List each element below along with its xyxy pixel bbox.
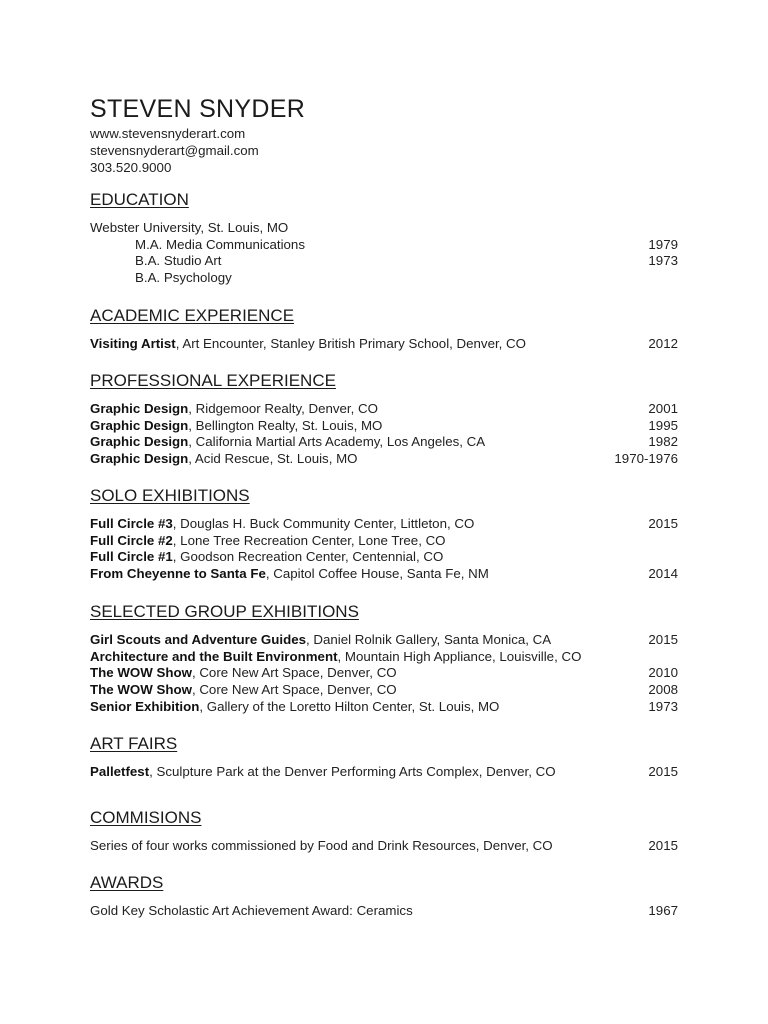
entry-detail: , Ridgemoor Realty, Denver, CO (188, 401, 378, 416)
entry-role: Graphic Design (90, 451, 189, 467)
entry-detail: , Art Encounter, Stanley British Primary School, Denver, CO (175, 336, 526, 351)
professional-row (90, 451, 678, 468)
academic-row (90, 336, 678, 353)
awards-section (90, 873, 678, 920)
entry-year: 2012 (648, 336, 678, 351)
degree-label: B.A. Psychology (135, 270, 232, 286)
entry-year: 2015 (648, 632, 678, 647)
entry-detail: , Lone Tree Recreation Center, Lone Tree, CO (172, 532, 446, 548)
academic-section (90, 306, 678, 353)
entry-title: The WOW Show (90, 682, 192, 698)
entry-year: 1982 (648, 434, 678, 450)
fairs-section (90, 734, 678, 781)
entry-detail: , Capitol Coffee House, Santa Fe, NM (265, 566, 489, 582)
section-title-commissions: COMMISIONS (90, 808, 202, 827)
phone-text: 303.520.9000 (90, 160, 172, 175)
website-text: www.stevensnyderart.com (90, 126, 246, 141)
entry-detail: , Mountain High Appliance, Louisville, CO (337, 648, 582, 664)
entry-title: Full Circle #2 (90, 532, 173, 548)
entry-detail: , California Martial Arts Academy, Los Angeles, CA (188, 434, 486, 450)
solo-row (90, 516, 678, 533)
group-section (90, 602, 678, 716)
entry-detail: , Gallery of the Loretto Hilton Center, St. Louis, MO (199, 698, 500, 714)
entry-detail: , Douglas H. Buck Community Center, Littleton, CO (172, 516, 475, 531)
resume-name: STEVEN SNYDER (90, 95, 306, 123)
group-row (90, 699, 678, 716)
education-degree-row (90, 237, 678, 254)
entry-title: Full Circle #1 (90, 549, 173, 565)
professional-section (90, 371, 678, 468)
awards-row (90, 903, 678, 920)
professional-row (90, 401, 678, 418)
commissions-row (90, 838, 678, 855)
education-degree-row (90, 270, 678, 287)
fairs-row (90, 764, 678, 781)
entry-detail: Series of four works commissioned by Food and Drink Resources, Denver, CO (90, 838, 553, 853)
entry-title: From Cheyenne to Santa Fe (90, 566, 266, 582)
solo-section (90, 486, 678, 583)
education-school: Webster University, St. Louis, MO (90, 220, 289, 235)
professional-row (90, 434, 678, 451)
entry-detail: Gold Key Scholastic Art Achievement Award: Ceramics (90, 903, 413, 918)
entry-title: Architecture and the Built Environment (90, 648, 338, 664)
entry-title: Senior Exhibition (90, 698, 200, 714)
header-block (90, 95, 678, 176)
group-row (90, 649, 678, 666)
section-title-group: SELECTED GROUP EXHIBITIONS (90, 602, 359, 621)
entry-title: The WOW Show (90, 665, 192, 681)
group-row (90, 632, 678, 649)
entry-detail: , Core New Art Space, Denver, CO (191, 682, 397, 698)
entry-year: 1970-1976 (614, 451, 678, 467)
degree-year: 1973 (648, 253, 678, 269)
entry-year: 2015 (648, 838, 678, 853)
entry-detail: , Bellington Realty, St. Louis, MO (188, 417, 383, 433)
entry-role: Graphic Design (90, 401, 189, 416)
entry-role: Graphic Design (90, 434, 189, 450)
education-section (90, 190, 678, 287)
group-row (90, 665, 678, 682)
entry-year: 2008 (648, 682, 678, 698)
section-title-fairs: ART FAIRS (90, 734, 178, 753)
solo-row (90, 566, 678, 583)
entry-year: 1967 (648, 903, 678, 918)
degree-label: M.A. Media Communications (135, 236, 305, 252)
degree-year: 1979 (648, 236, 678, 252)
group-row (90, 682, 678, 699)
entry-title: Palletfest (90, 764, 150, 779)
entry-detail: , Acid Rescue, St. Louis, MO (188, 451, 358, 467)
entry-detail: , Core New Art Space, Denver, CO (191, 665, 397, 681)
entry-role: Graphic Design (90, 417, 189, 433)
entry-title: Girl Scouts and Adventure Guides (90, 632, 306, 647)
entry-year: 2014 (648, 566, 678, 582)
entry-year: 2001 (648, 401, 678, 416)
entry-role: Visiting Artist (90, 336, 176, 351)
section-title-education: EDUCATION (90, 190, 189, 209)
entry-year: 2015 (648, 764, 678, 779)
entry-year: 1973 (648, 698, 678, 714)
entry-year: 1995 (648, 417, 678, 433)
section-title-awards: AWARDS (90, 873, 164, 892)
entry-title: Full Circle #3 (90, 516, 173, 531)
section-title-solo: SOLO EXHIBITIONS (90, 486, 250, 505)
entry-year: 2015 (648, 516, 678, 531)
solo-row (90, 533, 678, 550)
email-text: stevensnyderart@gmail.com (90, 143, 259, 158)
section-title-professional: PROFESSIONAL EXPERIENCE (90, 371, 336, 390)
entry-detail: , Sculpture Park at the Denver Performing Arts Complex, Denver, CO (149, 764, 556, 779)
professional-row (90, 418, 678, 435)
commissions-section (90, 808, 678, 855)
entry-detail: , Goodson Recreation Center, Centennial, CO (172, 549, 444, 565)
education-degree-row (90, 253, 678, 270)
solo-row (90, 549, 678, 566)
section-title-academic: ACADEMIC EXPERIENCE (90, 306, 295, 325)
entry-year: 2010 (648, 665, 678, 681)
degree-label: B.A. Studio Art (135, 253, 222, 269)
education-school-row (90, 220, 678, 237)
entry-detail: , Daniel Rolnik Gallery, Santa Monica, CA (306, 632, 552, 647)
